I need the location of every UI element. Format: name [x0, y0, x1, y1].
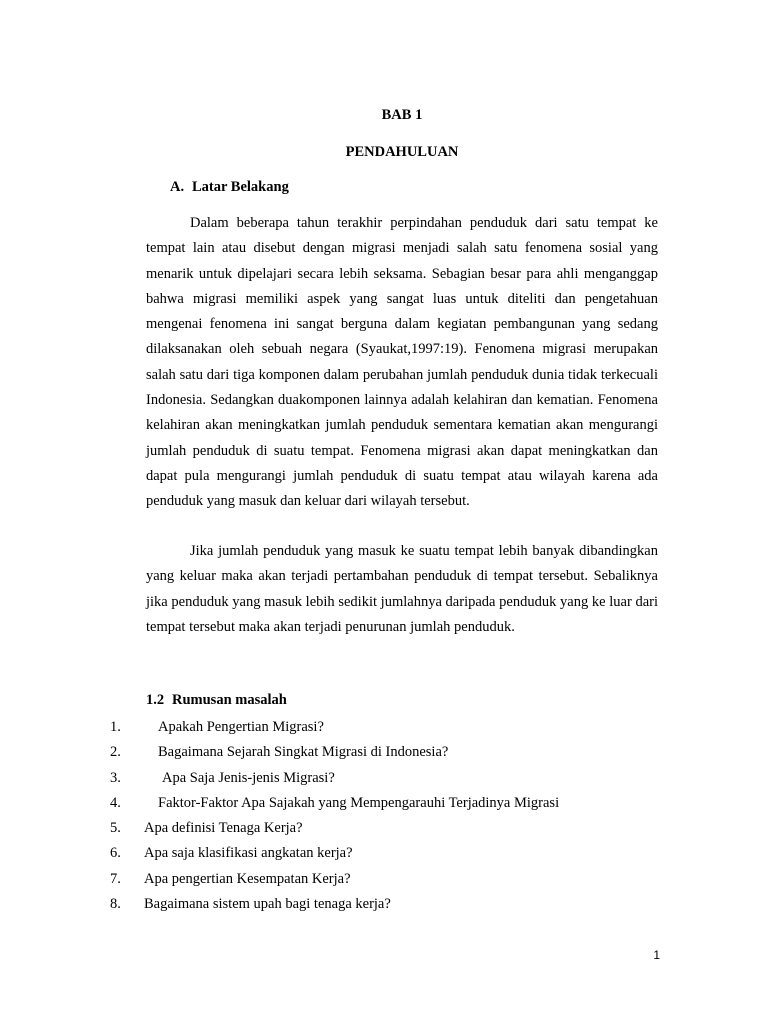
paragraph-1: Dalam beberapa tahun terakhir perpindahan penduduk dari satu tempat ke tempat lain atau disebut dengan migrasi menjadi salah satu fenomena sosial yang menarik untuk dipelajari secara lebih seksama. Sebagian besar para ahli menganggap bahwa migrasi memiliki aspek yang sangat luas untuk diteliti dan pengetahuan mengenai fenomena ini sangat berguna dalam kegiatan pembangunan yang sedang dilaksanakan oleh sebuah negara (Syaukat,1997:19). Fenomena migrasi merupakan salah satu dari tiga komponen dalam perubahan jumlah penduduk dunia tidak terkecuali Indonesia. Sedangkan duakomponen lainnya adalah kelahiran dan kematian. Fenomena kelahiran akan meningkatkan jumlah penduduk sementara kematian akan mengurangi jumlah penduduk di suatu tempat. Fenomena migrasi akan dapat meningkatkan dan dapat pula mengurangi jumlah penduduk di suatu tempat atau wilayah karena ada penduduk yang masuk dan keluar dari wilayah tersebut.	[146, 215, 658, 510]
list-item	[110, 766, 559, 791]
list-text: Bagaimana sistem upah bagi tenaga kerja?	[144, 896, 391, 913]
list-number: 7.	[110, 870, 121, 887]
list-text: Faktor-Faktor Apa Sajakah yang Mempengarauhi Terjadinya Migrasi	[158, 794, 560, 811]
paragraph-2: Jika jumlah penduduk yang masuk ke suatu tempat lebih banyak dibandingkan yang keluar maka akan terjadi pertambahan penduduk di tempat tersebut. Sebaliknya jika penduduk yang masuk lebih sedikit jumlahnya daripada penduduk yang ke luar dari tempat tersebut maka akan terjadi penurunan jumlah penduduk.	[146, 543, 658, 635]
list-number: 3.	[110, 769, 121, 786]
list-number: 4.	[110, 794, 121, 811]
section-heading-latar-belakang	[170, 178, 289, 196]
chapter-title: PENDAHULUAN	[345, 144, 459, 160]
list-item	[110, 791, 559, 816]
list-number: 6.	[110, 845, 121, 862]
list-number: 2.	[110, 744, 121, 761]
list-text: Bagaimana Sejarah Singkat Migrasi di Indonesia?	[158, 744, 449, 761]
section-title: Latar Belakang	[192, 179, 289, 195]
list-text: Apa saja klasifikasi angkatan kerja?	[144, 845, 353, 862]
section-marker: A.	[170, 179, 185, 195]
chapter-number: BAB 1	[381, 107, 423, 123]
section-title: Rumusan masalah	[172, 692, 287, 708]
question-list	[110, 715, 559, 917]
section-heading-rumusan-masalah	[146, 691, 287, 709]
list-number: 1.	[110, 719, 121, 735]
list-text: Apa pengertian Kesempatan Kerja?	[144, 870, 351, 887]
section-marker: 1.2	[146, 692, 165, 708]
list-item	[110, 867, 559, 892]
list-text: Apa Saja Jenis-jenis Migrasi?	[162, 769, 335, 786]
page-number: 1	[653, 948, 660, 962]
list-number: 5.	[110, 820, 121, 837]
list-item	[110, 740, 559, 765]
list-text: Apa definisi Tenaga Kerja?	[144, 820, 303, 837]
list-item	[110, 841, 559, 866]
list-number: 8.	[110, 896, 121, 913]
list-text: Apakah Pengertian Migrasi?	[158, 719, 324, 735]
list-item	[110, 816, 559, 841]
list-item	[110, 715, 559, 740]
list-item	[110, 892, 559, 917]
